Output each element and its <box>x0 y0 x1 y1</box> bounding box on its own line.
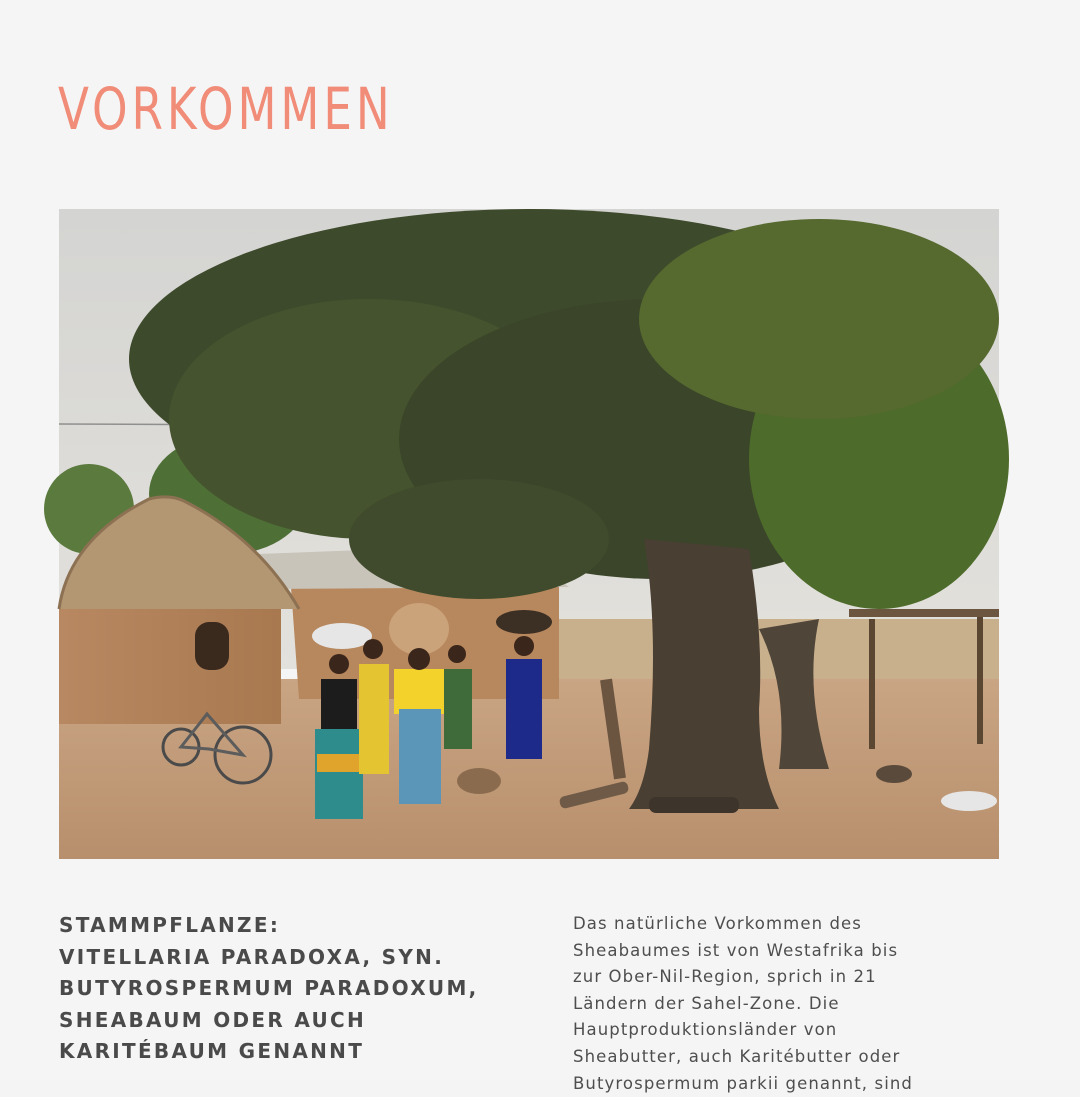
description-line: Sheabutter, auch Karitébutter oder <box>573 1046 901 1066</box>
description-line: Hauptproduktionsländer von <box>573 1020 838 1040</box>
village-photo <box>59 209 999 859</box>
species-line: SHEABAUM ODER AUCH <box>59 1007 367 1032</box>
page-title: VORKOMMEN <box>58 75 394 143</box>
description-line: zur Ober-Nil-Region, sprich in 21 <box>573 967 877 987</box>
photo-village-shea-tree-icon <box>59 209 999 859</box>
description-line: Sheabaumes ist von Westafrika bis <box>573 940 899 960</box>
description-line: Butyrospermum parkii genannt, sind <box>573 1073 914 1093</box>
species-line: STAMMPFLANZE: <box>59 913 281 937</box>
species-heading <box>59 910 539 1068</box>
species-line: VITELLARIA PARADOXA, SYN. <box>59 944 445 969</box>
species-line: BUTYROSPERMUM PARADOXUM, <box>59 976 479 1000</box>
description-line: Ländern der Sahel-Zone. Die <box>573 993 840 1013</box>
species-line: KARITÉBAUM GENANNT <box>59 1039 365 1063</box>
occurrence-description <box>573 911 1013 1097</box>
description-line: Das natürliche Vorkommen des <box>573 914 862 933</box>
